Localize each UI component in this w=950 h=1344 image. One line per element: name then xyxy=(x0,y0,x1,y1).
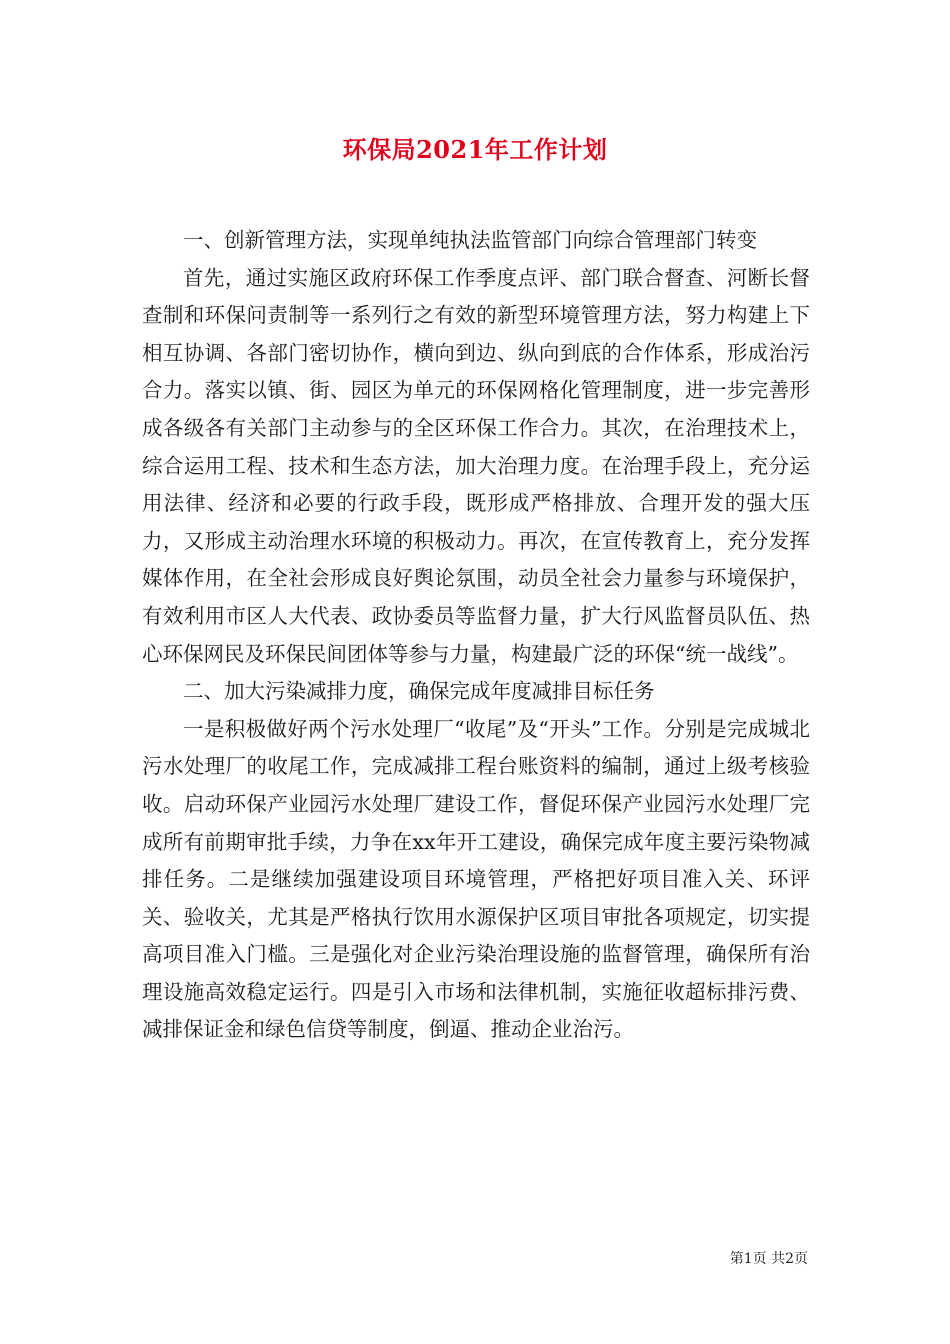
page-number: 第1页 共2页 xyxy=(729,1251,808,1267)
paragraph-2: 一是积极做好两个污水处理厂“收尾”及“开头”工作。分别是完成城北污水处理厂的收尾工作，完成减排工程台账资料的编制，通过上级考核验收。启动环保产业园污水处理厂建设工作，督促环保产业园污水处理厂完成所有前期审批手续，力争在xx年开工建设，确保完成年度主要污染物减排任务。二是继续加强建设项目环境管理，严格把好项目准入关、环评关、验收关，尤其是严格执行饮用水源保护区项目审批各项规定，切实提高项目准入门槛。三是强化对企业污染治理设施的监督管理，确保所有治理设施高效稳定运行。四是引入市场和法律机制，实施征收超标排污费、减排保证金和绿色信贷等制度，倒逼、推动企业治污。 xyxy=(142,716,810,1042)
document-title: 环保局2021年工作计划 xyxy=(342,135,608,164)
section-heading-2: 二、加大污染减排力度，确保完成年度减排目标任务 xyxy=(183,679,655,704)
paragraph-1: 首先，通过实施区政府环保工作季度点评、部门联合督查、河断长督查制和环保问责制等一系列行之有效的新型环境管理方法，努力构建上下相互协调、各部门密切协作，横向到边、纵向到底的合作体系，形成治污合力。落实以镇、街、园区为单元的环保网格化管理制度，进一步完善形成各级各有关部门主动参与的全区环保工作合力。其次，在治理技术上，综合运用工程、技术和生态方法，加大治理力度。在治理手段上，充分运用法律、经济和必要的行政手段，既形成严格排放、合理开发的强大压力，又形成主动治理水环境的积极动力。再次，在宣传教育上，充分发挥媒体作用，在全社会形成良好舆论氛围，动员全社会力量参与环境保护，有效利用市区人大代表、政协委员等监督力量，扩大行风监督员队伍、热心环保网民及环保民间团体等参与力量，构建最广泛的环保“统一战线”。 xyxy=(142,265,810,666)
document-body xyxy=(142,222,810,1049)
section-heading-1: 一、创新管理方法，实现单纯执法监管部门向综合管理部门转变 xyxy=(183,228,757,252)
